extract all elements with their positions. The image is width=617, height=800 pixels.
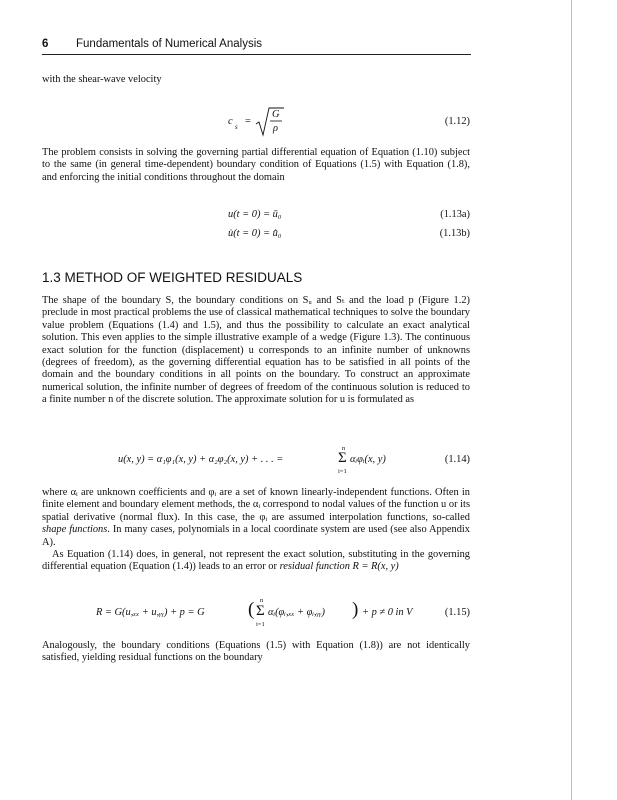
- eq-1-12-lhs-sub: s: [235, 123, 238, 131]
- sum-sign: Σ: [256, 603, 265, 619]
- equation-1-15: [96, 598, 416, 630]
- eq-1-14-sum-top: n: [342, 445, 346, 452]
- term-shape-functions: shape functions: [42, 524, 108, 536]
- paragraph-where-text: where αᵢ are unknown coefficients and φᵢ are a set of known linearly-independent functions. Often in finite element and boundary element methods, the αᵢ correspond to nodal values of the function u or its spatial derivative (normal flux). In this case, the φᵢ are assumed interpolation functions, so-called: [42, 487, 470, 523]
- eq-1-15-lhs: R = G(u,ₓₓ + u,ᵧᵧ) + p = G: [96, 607, 205, 618]
- running-title: Fundamentals of Numerical Analysis: [76, 38, 262, 50]
- eq-1-12-denominator: ρ: [273, 123, 278, 134]
- eq-1-15-sum-bottom: i=1: [256, 621, 265, 628]
- right-paren: ): [352, 599, 359, 620]
- eq-1-13b-number: (1.13b): [439, 228, 470, 239]
- paragraph-shape: The shape of the boundary S, the boundary conditions on Sᵤ and Sₜ and the load p (Figure 1.2) preclude in most practical problems the use of classical mathematical techniques to solve the boundary value problem (Equations (1.4) and 1.5), and thus the possibility to calculate an exact analytical solution. This even applies to the simple illustrative example of a wedge (Figure 1.3). The continuous exact solution for the function (displacement) u corresponds to an infinite number of unknowns (degrees of freedom), as the governing differential equation has to be satisfied in all points of the domain and the boundary conditions in all points on the boundary. To construct an approximate numerical solution, the infinite number of degrees of freedom of the continuous solution is reduced to a finite number n of the discrete solution. The approximate solution for u is formulated as: [42, 295, 470, 406]
- eq-1-12-numerator: G: [272, 109, 280, 120]
- residual-definition: R = R(x, y): [352, 561, 399, 573]
- equation-1-13b: u̇(t = 0) = u̇̄₀: [228, 228, 282, 239]
- sqrt-sign: [255, 106, 285, 138]
- paragraph-problem: The problem consists in solving the governing partial differential equation of Equation (1.10) subject to the same (in general time-dependent) boundary condition of Equations (1.5) with Equation (1.8), and enforcing the initial conditions throughout the domain: [42, 147, 470, 183]
- eq-1-13a-number: (1.13a): [440, 209, 470, 220]
- sum-sign: Σ: [338, 450, 347, 466]
- paragraph-residual-text: As Equation (1.14) does, in general, not represent the exact solution, substituting in the governing differential equation (Equation (1.4)) leads to an error or: [42, 549, 470, 573]
- paragraph-where: [42, 487, 470, 549]
- viewer-margin: [572, 0, 617, 800]
- equation-1-13a: u(t = 0) = ū₀: [228, 209, 282, 220]
- eq-1-15-inner: αᵢ(φᵢ,ₓₓ + φᵢ,ᵧᵧ): [268, 607, 325, 618]
- header-rule: [42, 54, 471, 55]
- paragraph-analog: Analogously, the boundary conditions (Equations (1.5) with Equation (1.8)) are not identically satisfied, yielding residual functions on the boundary: [42, 640, 470, 664]
- eq-1-12-number: (1.12): [444, 116, 470, 127]
- section-heading: 1.3 METHOD OF WEIGHTED RESIDUALS: [42, 270, 303, 285]
- eq-1-14-sum-bottom: i=1: [338, 468, 347, 475]
- eq-1-12-lhs: c: [228, 116, 233, 127]
- paragraph-where-end: . In many cases, polynomials in a local coordinate system are used (see also Appendix A).: [42, 524, 470, 548]
- paragraph-residual: [42, 549, 470, 574]
- left-paren: (: [248, 599, 255, 620]
- term-residual-function: residual function: [279, 561, 350, 573]
- eq-1-14-rhs: αᵢφᵢ(x, y): [350, 454, 386, 465]
- eq-1-14-lhs: u(x, y) = α₁φ₁(x, y) + α₂φ₂(x, y) + . . . =: [118, 454, 284, 465]
- eq-1-15-rhs: + p ≠ 0 in V: [362, 607, 413, 618]
- eq-1-14-number: (1.14): [444, 454, 470, 465]
- intro-line: with the shear-wave velocity: [42, 74, 162, 85]
- eq-1-12-equals: =: [245, 116, 251, 127]
- page-number: 6: [42, 38, 49, 50]
- equation-1-14: [118, 446, 418, 474]
- eq-1-15-number: (1.15): [444, 607, 470, 618]
- eq-1-15-sum-top: n: [260, 597, 264, 604]
